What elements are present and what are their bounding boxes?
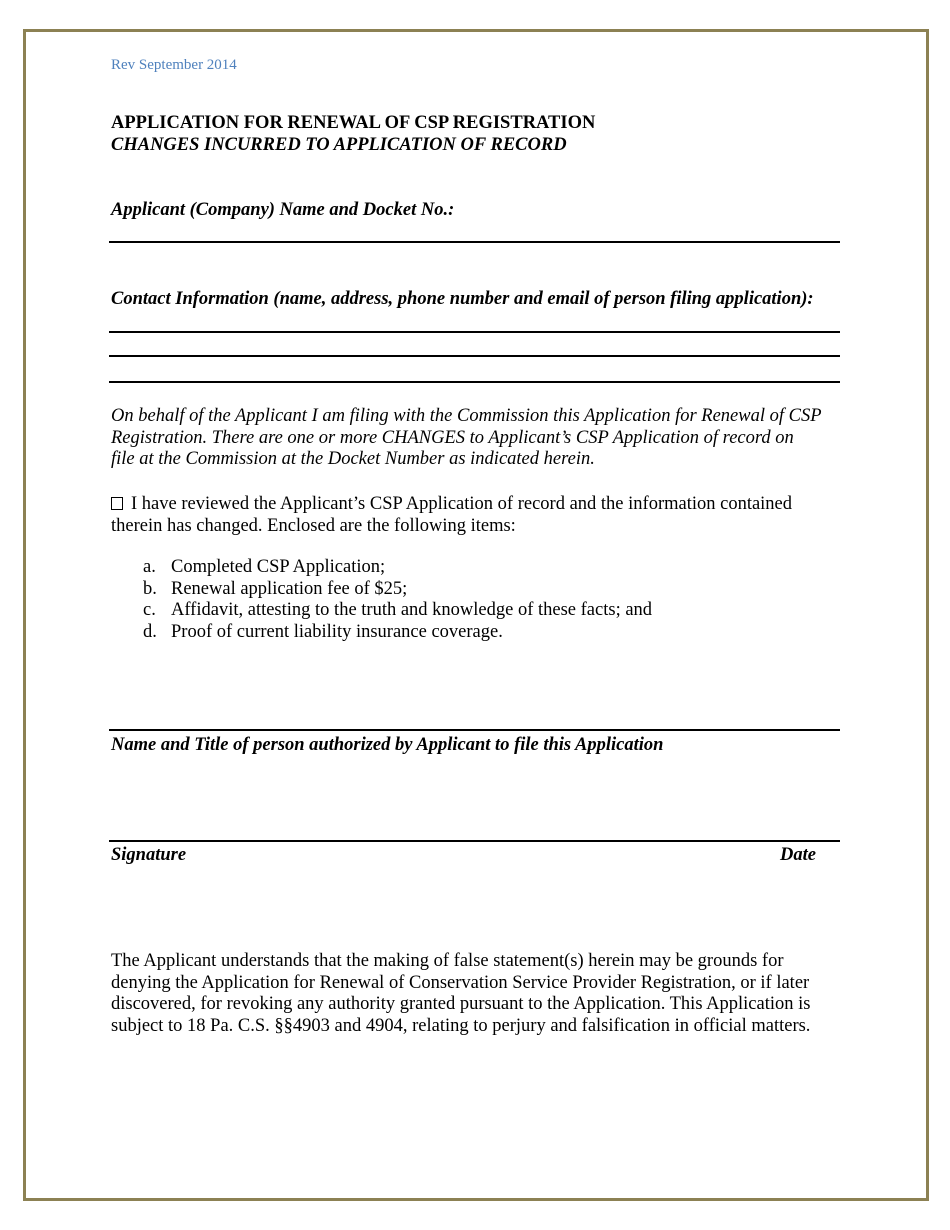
changes-checkbox[interactable] (111, 497, 123, 510)
footer-line: discovered, for revoking any authority granted pursuant to the Application. This Application is (111, 994, 811, 1015)
signature-label: Signature (111, 845, 187, 865)
perjury-statement (111, 951, 841, 1038)
list-item: d. Proof of current liability insurance coverage. (143, 621, 503, 642)
name-title-line[interactable] (109, 729, 840, 731)
name-title-label: Name and Title of person authorized by Applicant to file this Application (111, 735, 664, 755)
contact-line-1[interactable] (109, 331, 840, 333)
contact-line-3[interactable] (109, 381, 840, 383)
list-item: c. Affidavit, attesting to the truth and knowledge of these facts; and (143, 600, 653, 620)
checkbox-line: I have reviewed the Applicant’s CSP Application of record and the information contained (131, 494, 793, 514)
date-label: Date (780, 845, 816, 865)
applicant-label: Applicant (Company) Name and Docket No.: (111, 200, 455, 220)
intro-line: Registration. There are one or more CHANGES to Applicant’s CSP Application of record on (111, 427, 794, 448)
document-title: APPLICATION FOR RENEWAL OF CSP REGISTRATION (111, 113, 596, 133)
footer-line: The Applicant understands that the making of false statement(s) herein may be grounds for (111, 951, 784, 971)
signature-line[interactable] (109, 840, 840, 842)
enclosed-items-list (143, 557, 652, 643)
intro-line: file at the Commission at the Docket Number as indicated herein. (111, 449, 595, 470)
contact-line-2[interactable] (109, 355, 840, 357)
checkbox-statement (111, 494, 841, 537)
applicant-name-line[interactable] (109, 241, 840, 243)
list-item: b. Renewal application fee of $25; (143, 578, 408, 599)
footer-line: subject to 18 Pa. C.S. §§4903 and 4904, relating to perjury and falsification in official matters. (111, 1016, 811, 1037)
intro-paragraph (111, 406, 841, 471)
revision-date: Rev September 2014 (111, 57, 237, 73)
checkbox-line: therein has changed. Enclosed are the following items: (111, 515, 516, 536)
document-subtitle: CHANGES INCURRED TO APPLICATION OF RECORD (111, 135, 567, 155)
intro-line: On behalf of the Applicant I am filing with the Commission this Application for Renewal of CSP (111, 406, 822, 426)
footer-line: denying the Application for Renewal of Conservation Service Provider Registration, or if later (111, 972, 810, 993)
contact-label: Contact Information (name, address, phone number and email of person filing application): (111, 289, 814, 309)
list-item: a. Completed CSP Application; (143, 557, 386, 577)
